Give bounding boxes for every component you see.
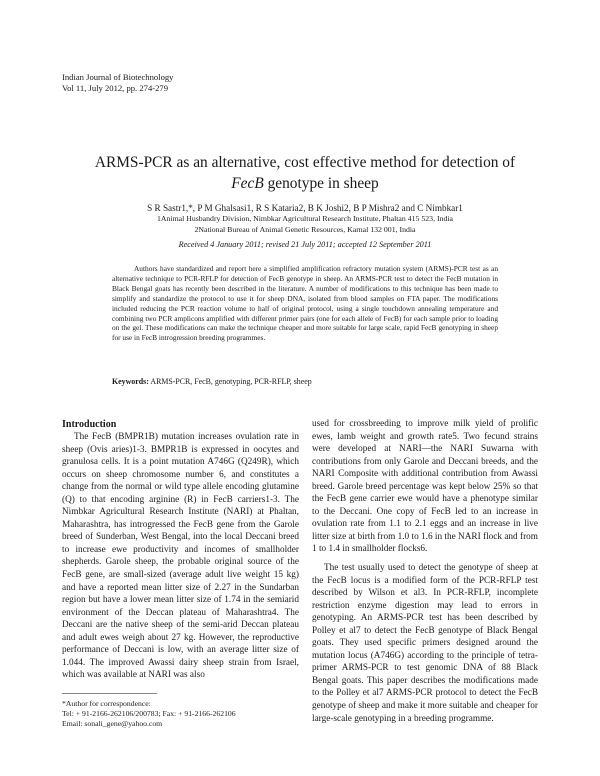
- title-line-2: [60, 173, 550, 194]
- intro-paragraph-1-continued: used for crossbreeding to improve milk yield of prolific ewes, lamb weight and growth rate5. Two fecund strains were developed at NARI—the NARI Suwarna with contributions from only Garole and Deccani breeds, and the NARI Composite with additional contribution from Awassi breed. Garole breed percentage was kept below 25% so that the FecB gene carrier ewe would have a phenotype similar to the Deccani. One copy of FecB led to an increase in ovulation rate from 1.1 to 2.1 eggs and an increase in live litter size at birth from 1.0 to 1.6 in the NARI flock and from 1 to 1.4 in smallholder flocks6.: [312, 419, 538, 555]
- footnote-email: Email: sonali_gene@yahoo.com: [62, 718, 163, 728]
- keywords: [112, 377, 498, 386]
- affiliation-1: 1Animal Husbandry Division, Nimbkar Agricultural Research Institute, Phaltan 415 523, India: [156, 214, 453, 223]
- footnote-corresponding: *Author for correspondence:: [62, 699, 151, 708]
- keywords-label: Keywords:: [112, 377, 149, 386]
- footnote-phone: Tel: + 91-2166-262106/200783; Fax: + 91-2166-262106: [62, 708, 236, 718]
- intro-paragraph-1: The FecB (BMPR1B) mutation increases ovulation rate in sheep (Ovis aries)1-3. BMPR1B is expressed in oocytes and granulosa cells. It is a point mutation A746G (Q249R), which occurs on sheep chromosome number 6, and constitutes a change from the normal or wild type allele encoding glutamine (Q) to that encoding arginine (R) in FecB carriers1-3. The Nimbkar Agricultural Research Institute (NARI) at Phaltan, Maharashtra, has introgressed the FecB gene from the Garole breed of Sunderban, West Bengal, into the local Deccani breed to increase ewe productivity and incomes of smallholder shepherds. Garole sheep, the probable original source of the FecB gene, are small-sized (average adult live weight 15 kg) and have a reported mean litter size of 2.27 in the Sundarban region but have a lower mean litter size of 1.74 in the semiarid environment of the Deccan plateau of Maharashtra4. The Deccani are the native sheep of the semi-arid Deccan plateau and adult ewes weigh about 27 kg. However, the reproductive performance of Deccani is low, with an average litter size of 1.044. The improved Awassi dairy sheep strain from Israel, which was available at NARI was also: [62, 432, 299, 681]
- journal-volume: Vol 11, July 2012, pp. 274-279: [62, 83, 168, 93]
- title-line-1: ARMS-PCR as an alternative, cost effective method for detection of: [94, 154, 516, 171]
- right-column: [312, 418, 538, 725]
- title-line-2-rest: genotype in sheep: [263, 175, 379, 192]
- received-dates: Received 4 January 2011; revised 21 July 2011; accepted 12 September 2011: [178, 240, 432, 249]
- section-heading-introduction: Introduction: [62, 419, 117, 430]
- affiliation-2: 2National Bureau of Animal Genetic Resources, Karnal 132 001, India: [194, 224, 416, 234]
- paper-title: [60, 152, 550, 194]
- intro-paragraph-2: The test usually used to detect the genotype of sheep at the FecB locus is a modified form of the PCR-RFLP test described by Wilson et al3. In PCR-RFLP, incomplete restriction enzyme digestion may lead to errors in genotyping. An ARMS-PCR test has been described by Polley et al7 to detect the FecB genotype of Black Bengal goats. They used specific primers designed around the mutation locus (A746G) according to the principle of tetra-primer ARMS-PCR to test genomic DNA of 88 Black Bengal goats. This paper describes the modifications made to the Polley et al7 ARMS-PCR protocol to detect the FecB genotype of sheep and make it more suitable and cheaper for large-scale genotyping in a breeding programme.: [312, 563, 538, 724]
- affiliations: [60, 214, 550, 235]
- abstract: Authors have standardized and report here a simplified amplification refractory mutation system (ARMS)-PCR test as an alternative technique to PCR-RFLP for detection of FecB genotype in sheep. An ARMS-PCR test to detect the FecB mutation in Black Bengal goats has recently been described in the literature. A number of modifications to this technique has been made to simplify and standardize the protocol to use it for sheep DNA, isolated from blood samples on FTA paper. The modifications included reducing the PCR reaction volume to half of original protocol, using a single touchdown annealing temperature and combining two PCR amplicons amplified with different primer pairs (one for each allele of FecB) for each sample prior to loading on the gel. These modifications can make the technique cheaper and more suitable for large scale, rapid FecB genotyping in sheep for use in FecB introgression breeding programmes.: [112, 264, 498, 343]
- footnote-separator: [62, 693, 157, 694]
- footnote: [62, 699, 236, 728]
- keywords-text: ARMS-PCR, FecB, genotyping, PCR-RFLP, sheep: [148, 377, 312, 386]
- title-gene: FecB: [231, 175, 264, 192]
- journal-name: Indian Journal of Biotechnology: [62, 72, 174, 82]
- left-column: [62, 418, 299, 682]
- journal-header: [62, 72, 173, 94]
- authors: S R Sastr1,*, P M Ghalsasi1, R S Kataria2, B K Joshi2, B P Mishra2 and C Nimbkar1: [147, 203, 463, 213]
